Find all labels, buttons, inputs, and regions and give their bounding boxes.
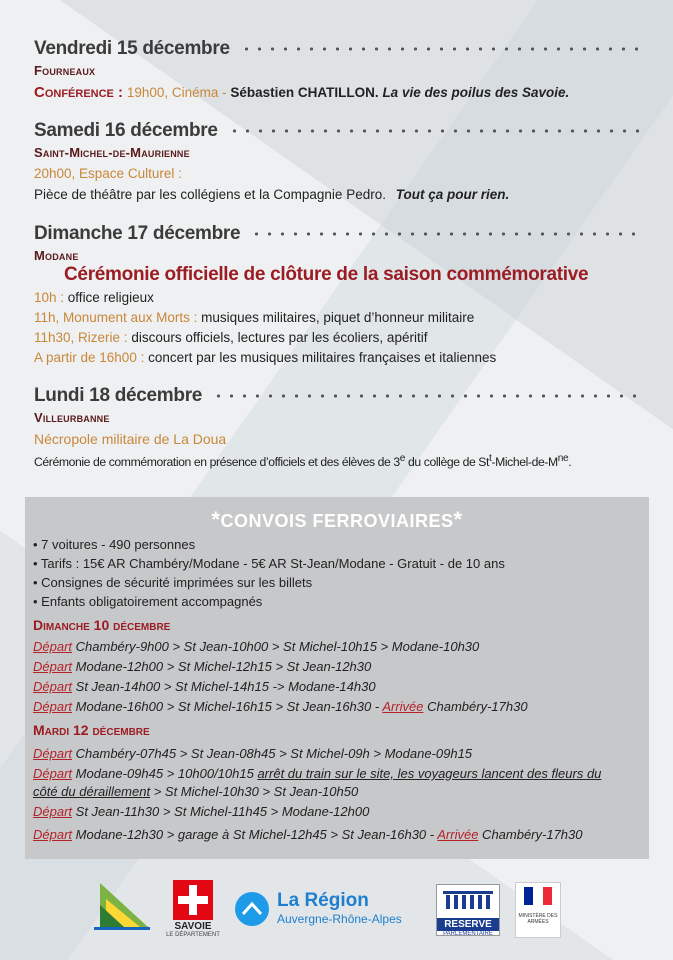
event-venue: 20h00, Espace Culturel : (34, 166, 182, 181)
trip-text: > St Michel-10h30 > St Jean-10h50 (150, 784, 359, 799)
trip-line (33, 827, 583, 842)
savoie-cross-icon (173, 880, 213, 920)
schedule-text: office religieux (67, 290, 154, 305)
trip-text: Modane-16h00 > St Michel-16h15 > St Jean-16h30 - (72, 699, 383, 714)
trip-text: Modane-12h30 > garage à St Michel-12h45 > St Jean-16h30 - (72, 827, 438, 842)
convoy-day: Mardi 12 décembre (33, 722, 150, 738)
day-title: Lundi 18 décembre (34, 385, 203, 406)
schedule-item (34, 350, 496, 365)
savoie-text: SAVOIE (174, 921, 212, 932)
event-text: Cérémonie de commémoration en présence d’officiels et des élèves de 3 (34, 455, 400, 470)
dotted-line (228, 129, 644, 133)
depart-label: Départ (33, 639, 73, 654)
dotted-line (212, 394, 644, 398)
depart-label: Départ (33, 804, 73, 819)
trip-line (33, 804, 369, 819)
dotted-line (250, 232, 644, 236)
schedule-text: concert par les musiques militaires françaises et italiennes (148, 350, 497, 365)
star-icon: * (211, 507, 221, 532)
convois-title (25, 507, 649, 533)
star-icon: * (453, 507, 463, 532)
day-title: Dimanche 17 décembre (34, 223, 241, 244)
place-name: Fourneaux (34, 63, 96, 78)
trip-text: Modane-09h45 > 10h00/10h15 (72, 766, 258, 781)
title-text: CONVOIS FERROVIAIRES (220, 511, 454, 531)
convoy-day: Dimanche 10 décembre (33, 617, 171, 633)
trip-text: St Jean-14h00 > St Michel-14h15 -> Modane-14h30 (72, 679, 376, 694)
trip-text: Chambéry-9h00 > St Jean-10h00 > St Michel-10h15 > Modane-10h30 (72, 639, 480, 654)
event-text: du collège de St (405, 455, 490, 470)
event-desc: Pièce de théâtre par les collégiens et la Compagnie Pedro. (34, 187, 386, 202)
event-time: 19h00, Cinéma - (126, 85, 227, 100)
region-mountain-icon (235, 892, 269, 926)
region-text: La Région (277, 890, 369, 911)
event-line (34, 187, 509, 202)
sponsor-logos (0, 878, 673, 948)
event-line (34, 84, 569, 101)
maurienne-logo (80, 881, 152, 933)
bullet-item: • Tarifs : 15€ AR Chambéry/Modane - 5€ AR St-Jean/Modane - Gratuit - de 10 ans (33, 556, 505, 571)
event-venue: Nécropole militaire de La Doua (34, 431, 227, 447)
schedule-item (34, 310, 474, 325)
schedule-time: 11h30, Rizerie : (34, 330, 128, 345)
reserve-text: RESERVE (437, 918, 499, 931)
savoie-subtext: LE DÉPARTEMENT (166, 932, 220, 938)
play-title: Tout ça pour rien. (395, 187, 510, 202)
french-flag-icon (524, 887, 552, 905)
depart-label: Départ (33, 699, 73, 714)
region-subtext: Auvergne-Rhône-Alpes (277, 912, 402, 926)
trip-line (33, 699, 528, 714)
trip-text: Modane-12h00 > St Michel-12h15 > St Jean-12h30 (72, 659, 372, 674)
day-header-sunday (34, 223, 644, 245)
place-name: Modane (34, 248, 79, 263)
trip-text: Chambéry-07h45 > St Jean-08h45 > St Michel-09h > Modane-09h15 (72, 746, 473, 761)
dotted-line (240, 47, 644, 51)
depart-label: Départ (33, 827, 73, 842)
arrival-label: Arrivée (382, 699, 424, 714)
trip-text: arrêt du train sur le site, les voyageurs lancent des fleurs du (257, 766, 602, 781)
day-header-friday (34, 38, 644, 60)
day-title: Samedi 16 décembre (34, 120, 218, 141)
building-icon (437, 885, 499, 913)
ministere-logo (515, 882, 561, 938)
event-text: . (568, 455, 572, 470)
schedule-item (34, 330, 427, 345)
bullet-item: • Consignes de sécurité imprimées sur les billets (33, 575, 313, 590)
depart-label: Départ (33, 679, 73, 694)
day-title: Vendredi 15 décembre (34, 38, 230, 59)
speaker: Sébastien CHATILLON. (230, 85, 379, 100)
savoie-logo (163, 880, 223, 938)
trip-line (33, 679, 376, 694)
trip-line (33, 766, 601, 781)
schedule-text: musiques militaires, piquet d’honneur militaire (201, 310, 475, 325)
arrival-label: Arrivée (437, 827, 479, 842)
sup: t (489, 453, 492, 464)
trip-text: St Jean-11h30 > St Michel-11h45 > Modane-12h00 (72, 804, 370, 819)
ceremony-title: Cérémonie officielle de clôture de la saison commémorative (64, 264, 589, 285)
depart-label: Départ (33, 659, 73, 674)
depart-label: Départ (33, 746, 73, 761)
trip-text: Chambéry-17h30 (478, 827, 583, 842)
event-line (34, 453, 571, 469)
sup: ne (557, 453, 569, 464)
convois-box (25, 497, 649, 859)
place-name: Villeurbanne (34, 410, 110, 425)
trip-line (33, 746, 472, 761)
reserve-subtext: PARLEMENTAIRE (443, 931, 493, 937)
bullet-item: • 7 voitures - 490 personnes (33, 537, 196, 552)
day-header-monday (34, 385, 644, 407)
schedule-item (34, 290, 154, 305)
depart-label: Départ (33, 766, 73, 781)
talk-title: La vie des poilus des Savoie. (382, 85, 570, 100)
ministere-text: MINISTÈRE DES ARMÉES (518, 913, 558, 925)
place-name: Saint-Michel-de-Maurienne (34, 145, 190, 160)
sup: e (399, 453, 406, 464)
schedule-time: 10h : (34, 290, 65, 305)
reserve-logo (436, 884, 500, 936)
trip-text: côté du déraillement (33, 784, 151, 799)
trip-line (33, 784, 358, 799)
bullet-item: • Enfants obligatoirement accompagnés (33, 594, 263, 609)
event-text: -Michel-de-M (491, 455, 558, 470)
schedule-time: 11h, Monument aux Morts : (34, 310, 198, 325)
trip-text: Chambéry-17h30 (423, 699, 528, 714)
trip-line (33, 639, 479, 654)
event-label: Conférence : (34, 84, 124, 101)
schedule-time: A partir de 16h00 : (34, 350, 145, 365)
region-logo (235, 890, 425, 930)
day-header-saturday (34, 120, 644, 142)
trip-line (33, 659, 371, 674)
schedule-text: discours officiels, lectures par les écoliers, apéritif (131, 330, 428, 345)
